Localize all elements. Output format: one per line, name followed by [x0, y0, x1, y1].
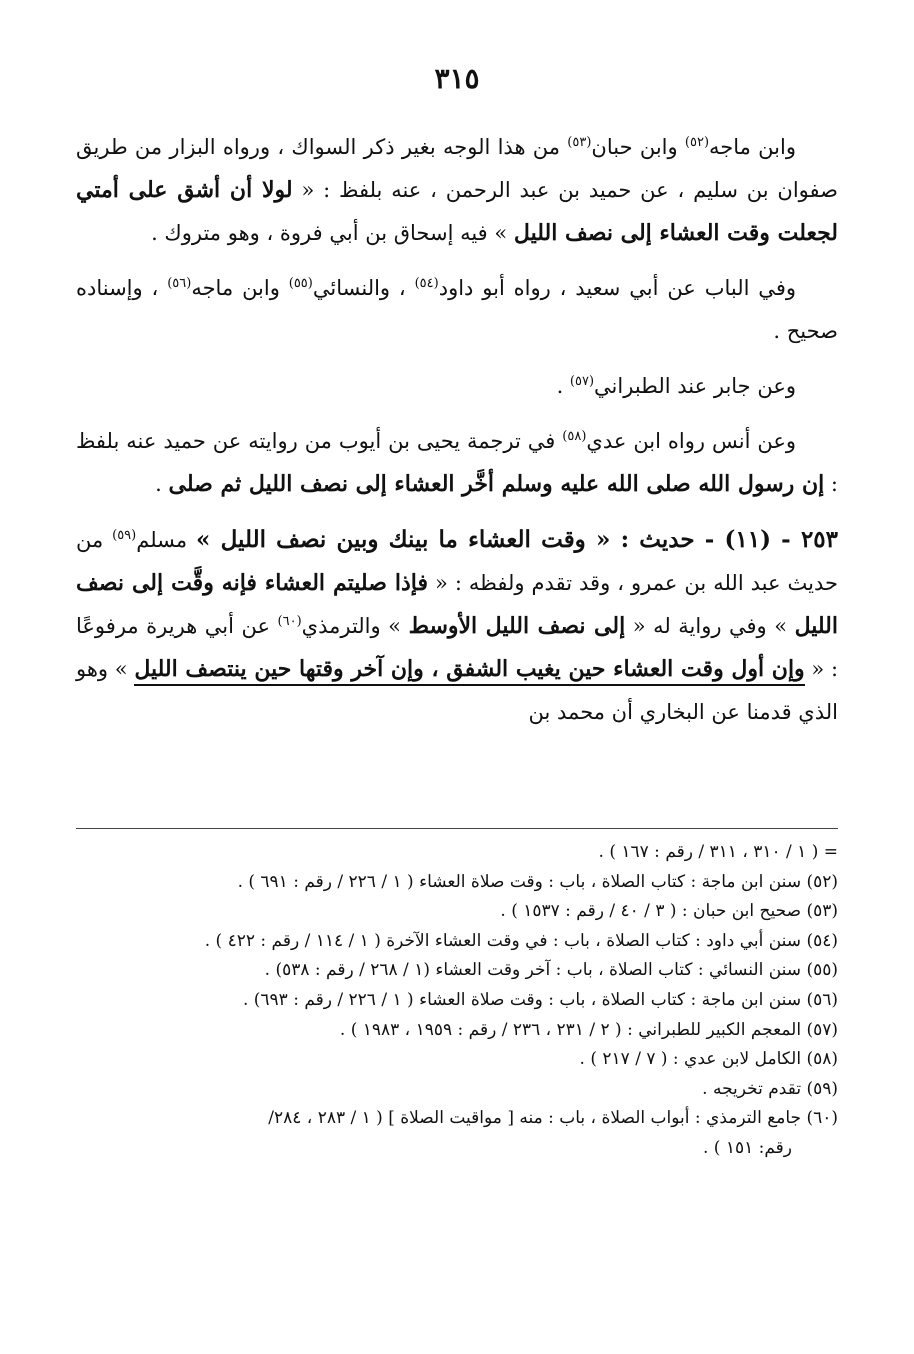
text-span: ، وإسناده صحيح .	[76, 276, 838, 343]
text-span: ، والنسائي	[312, 276, 415, 300]
hadith-heading: ٢٥٣ - (١١) - حديث : « وقت العشاء ما بينك وبين نصف الليل »	[196, 526, 838, 553]
footnote: (٥٦) سنن ابن ماجة : كتاب الصلاة ، باب : وقت صلاة العشاء ( ١ / ٢٢٦ / رقم : ٦٩٣) .	[242, 989, 838, 1010]
footnote: = ( ١ / ٣١٠ ، ٣١١ / رقم : ١٦٧ ) .	[598, 842, 838, 862]
paragraph-hadith-253	[76, 518, 838, 734]
text-span: من حديث عبد الله بن عمرو ، وقد تقدم ولفظه : «	[76, 528, 839, 595]
footnote-ref: (٥٩)	[112, 528, 137, 543]
hadith-quote: لولا أن أشق على أمتي لجعلت وقت العشاء إلى نصف الليل	[76, 177, 838, 246]
footnote-ref: (٥٤)	[414, 276, 439, 291]
text-span: في ترجمة يحيى بن أيوب من روايته عن حميد عنه بلفظ :	[76, 429, 838, 496]
footnote-ref: (٥٥)	[288, 276, 313, 291]
footnote: (٥٤) سنن أبي داود : كتاب الصلاة ، باب : في وقت العشاء الآخرة ( ١ / ١١٤ / رقم : ٤٢٢ ) .	[204, 930, 838, 951]
footnote: (٥٧) المعجم الكبير للطبراني : ( ٢ / ٢٣١ ، ٢٣٦ / رقم : ١٩٥٩ ، ١٩٨٣ ) .	[339, 1019, 838, 1040]
text-span: .	[155, 472, 169, 496]
text-span: وابن ماجه	[191, 276, 289, 300]
paragraph-ibn-majah	[76, 126, 838, 255]
footnote-continuation: رقم: ١٥١ ) .	[702, 1137, 792, 1158]
text-span: مسلم	[136, 528, 197, 552]
footnote-ref: (٦٠)	[277, 614, 302, 629]
text-span: » والترمذي	[301, 614, 409, 638]
text-span: .	[556, 374, 570, 398]
text-span: وعن أنس رواه ابن عدي	[586, 429, 797, 453]
hadith-quote: فإذا صليتم العشاء فإنه وقَّت إلى نصف الليل	[76, 570, 838, 639]
paragraph-abu-said	[76, 267, 838, 353]
footnote: (٦٠) جامع الترمذي : أبواب الصلاة ، باب : منه [ مواقيت الصلاة ] ( ١ / ٢٨٣ ، ٢٨٤/	[268, 1108, 838, 1129]
page-number: ٣١٥	[434, 62, 480, 95]
text-span: من هذا الوجه بغير ذكر السواك ، ورواه البزار من طريق صفوان بن سليم ، عن حميد بن عبد الرحمن ، عنه بلفظ : «	[76, 135, 838, 202]
footnotes	[76, 838, 838, 1164]
text-span: » فيه إسحاق بن أبي فروة ، وهو متروك .	[151, 221, 514, 245]
text-span: وابن حبان	[591, 135, 685, 159]
footnote: (٥٨) الكامل لابن عدي : ( ٧ / ٢١٧ ) .	[579, 1049, 838, 1070]
text-span: عن أبي هريرة مرفوعًا : «	[76, 614, 839, 681]
main-text	[76, 126, 838, 746]
footnote-divider	[76, 828, 838, 829]
text-span: وعن جابر عند الطبراني	[594, 374, 796, 398]
footnote-ref: (٥٣)	[567, 135, 592, 150]
footnote: (٥٣) صحيح ابن حبان : ( ٣ / ٤٠ / رقم : ١٥٣٧ ) .	[500, 901, 838, 922]
footnote-ref: (٥٦)	[167, 276, 192, 291]
footnote: (٥٩) تقدم تخريجه .	[702, 1078, 838, 1099]
footnote-ref: (٥٧)	[569, 374, 595, 389]
paragraph-jabir	[76, 365, 838, 408]
paragraph-anas	[76, 420, 838, 506]
text-span: وابن ماجه	[709, 135, 796, 159]
hadith-quote: وإن أول وقت العشاء حين يغيب الشفق ، وإن آخر وقتها حين ينتصف الليل	[134, 656, 804, 686]
hadith-quote: إن رسول الله صلى الله عليه وسلم أخَّر العشاء إلى نصف الليل ثم صلى	[168, 471, 825, 497]
footnote: (٥٢) سنن ابن ماجة : كتاب الصلاة ، باب : وقت صلاة العشاء ( ١ / ٢٢٦ / رقم : ٦٩١ ) .	[237, 871, 838, 892]
footnote-ref: (٥٨)	[562, 429, 587, 444]
footnote-ref: (٥٢)	[684, 135, 710, 150]
footnote: (٥٥) سنن النسائي : كتاب الصلاة ، باب : آخر وقت العشاء (١ / ٢٦٨ / رقم : ٥٣٨) .	[264, 960, 838, 981]
text-span: وفي الباب عن أبي سعيد ، رواه أبو داود	[438, 276, 796, 300]
text-span: » وفي رواية له «	[625, 614, 795, 638]
text-span: » وهو الذي قدمنا عن البخاري أن محمد بن	[76, 657, 838, 724]
hadith-quote: إلى نصف الليل الأوسط	[408, 613, 626, 639]
